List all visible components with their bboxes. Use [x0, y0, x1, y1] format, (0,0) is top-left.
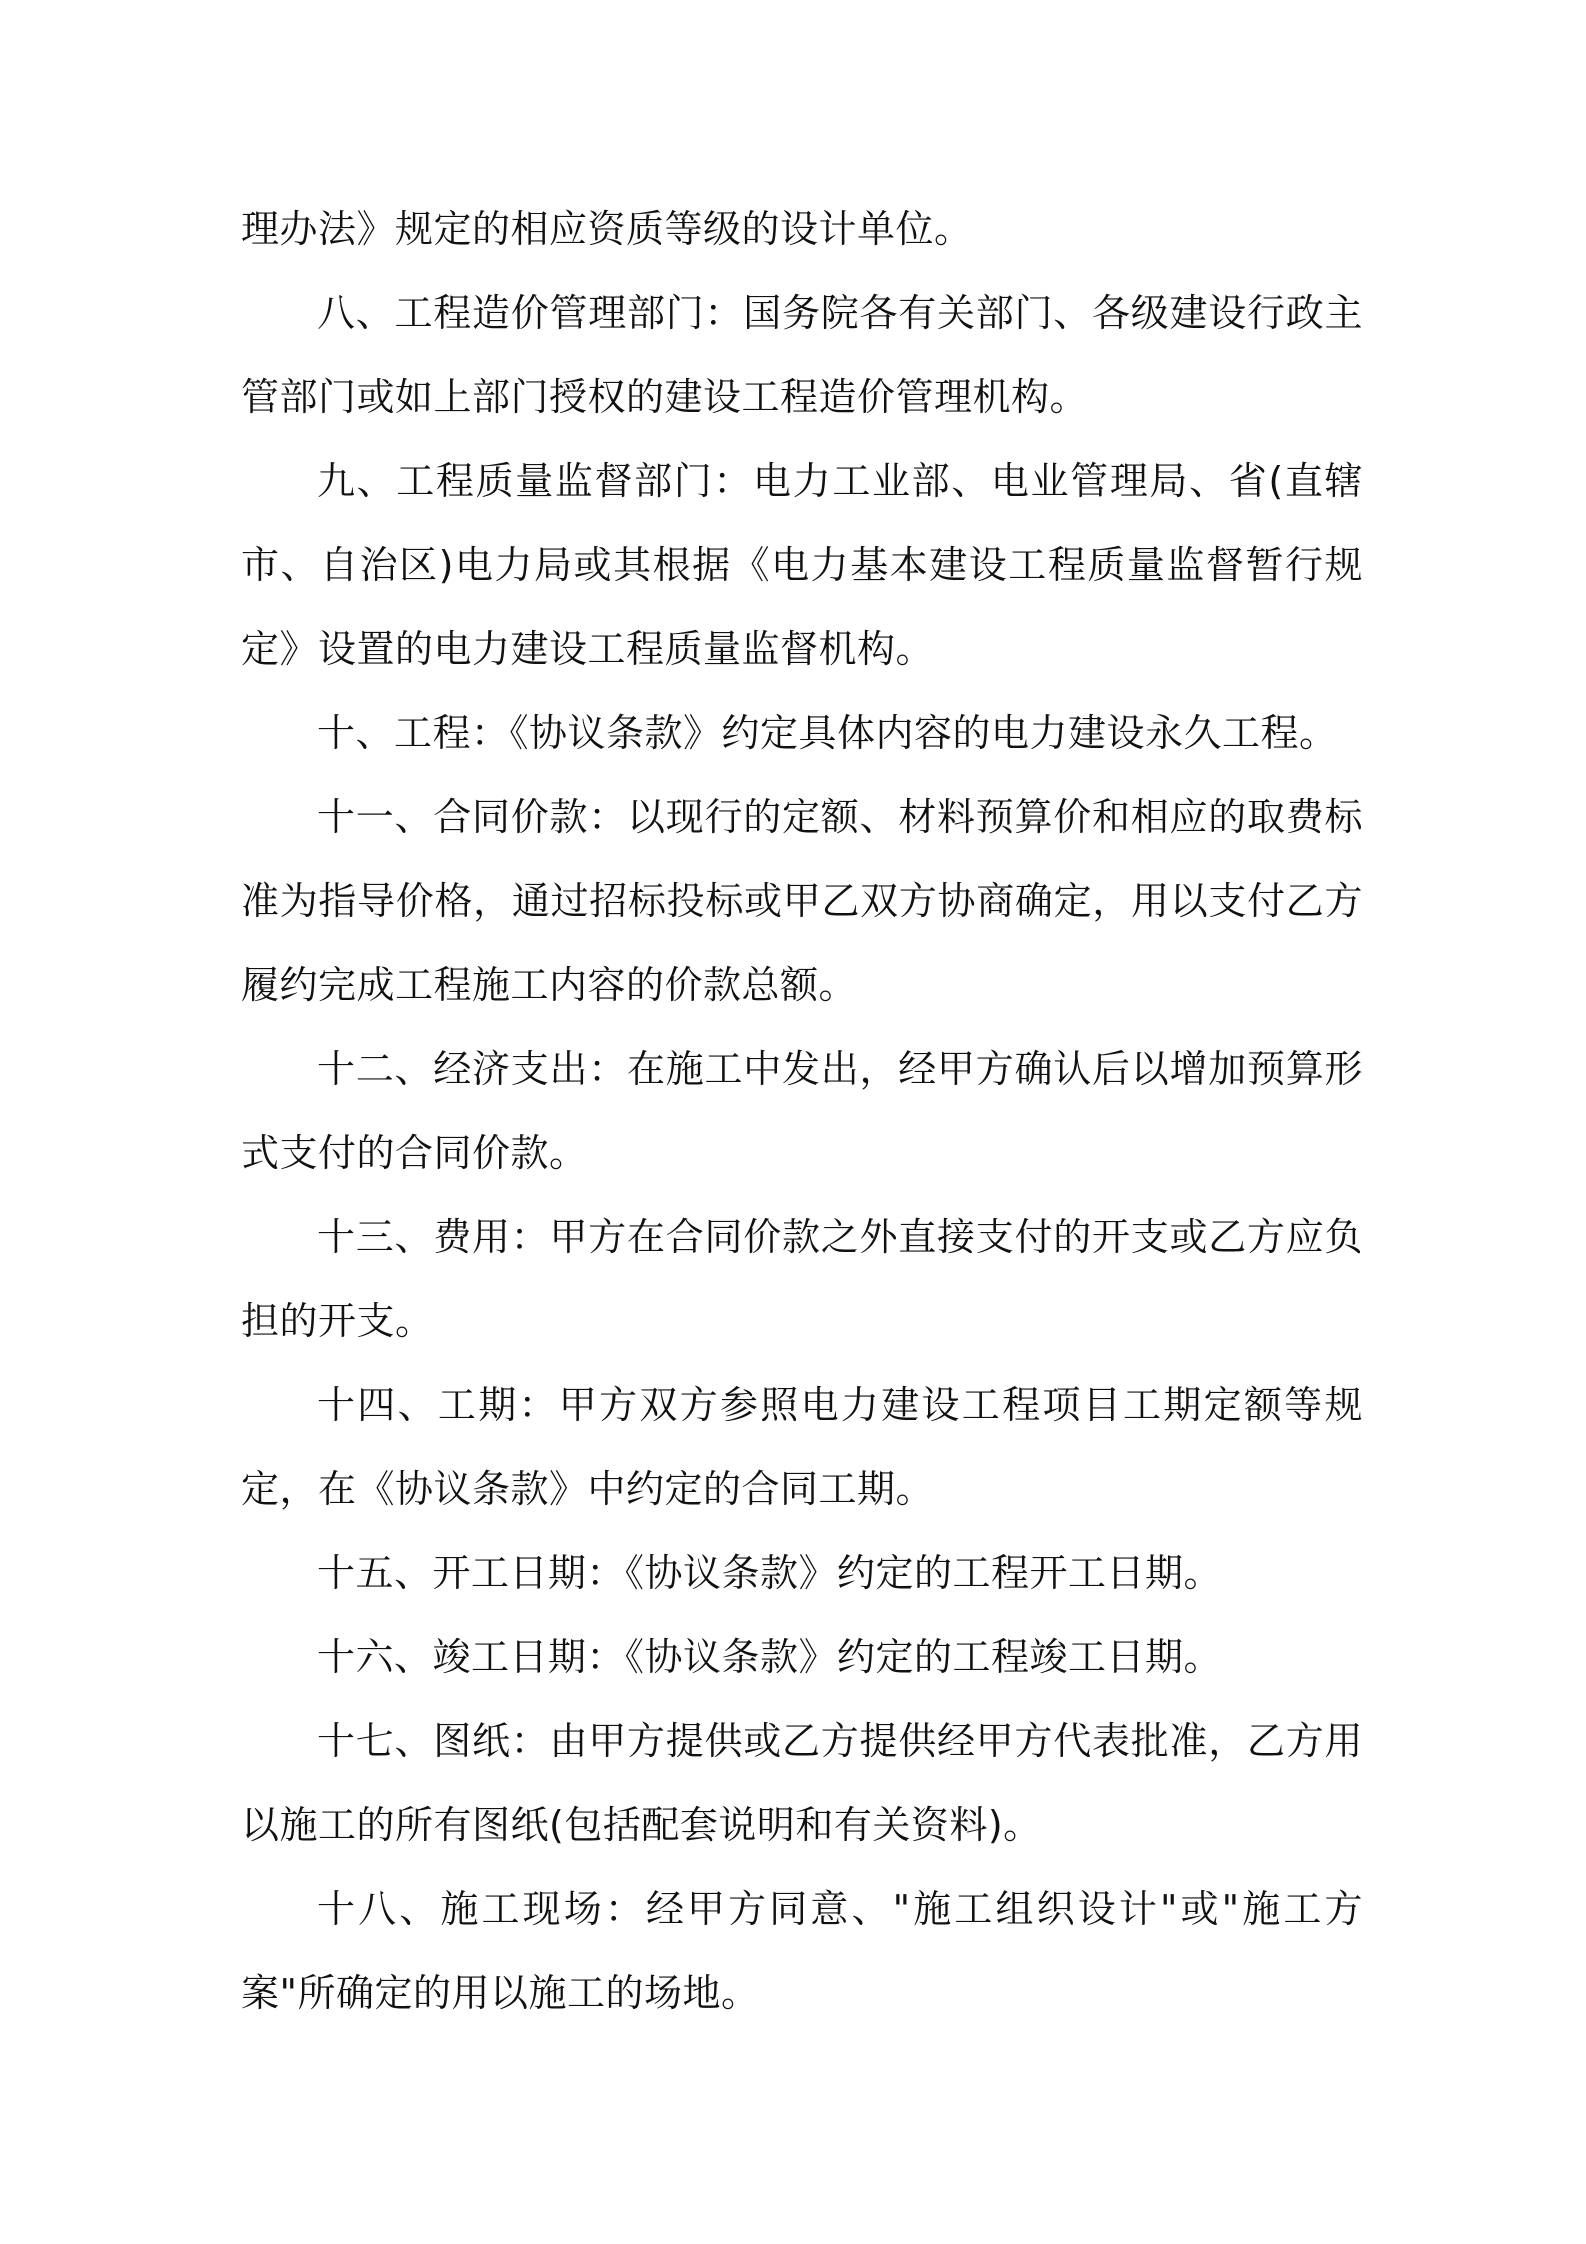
document-body — [241, 187, 1363, 2035]
paragraph-clause-17: 十七、图纸：由甲方提供或乙方提供经甲方代表批准，乙方用以施工的所有图纸(包括配套说明和有关资料)。 — [241, 1719, 1363, 1847]
paragraph-clause-12: 十二、经济支出：在施工中发出，经甲方确认后以增加预算形式支付的合同价款。 — [241, 1047, 1363, 1175]
paragraph-continuation: 理办法》规定的相应资质等级的设计单位。 — [241, 207, 973, 251]
paragraph-clause-14: 十四、工期：甲方双方参照电力建设工程项目工期定额等规定，在《协议条款》中约定的合同工期。 — [241, 1383, 1363, 1511]
paragraph-clause-10: 十、工程：《协议条款》约定具体内容的电力建设永久工程。 — [317, 711, 1338, 755]
paragraph-clause-13: 十三、费用：甲方在合同价款之外直接支付的开支或乙方应负担的开支。 — [241, 1215, 1363, 1343]
paragraph-clause-9: 九、工程质量监督部门：电力工业部、电业管理局、省(直辖市、自治区)电力局或其根据《电力基本建设工程质量监督暂行规定》设置的电力建设工程质量监督机构。 — [241, 459, 1363, 671]
paragraph-clause-8: 八、工程造价管理部门：国务院各有关部门、各级建设行政主管部门或如上部门授权的建设工程造价管理机构。 — [241, 291, 1363, 419]
paragraph-clause-16: 十六、竣工日期：《协议条款》约定的工程竣工日期。 — [317, 1635, 1223, 1679]
paragraph-clause-18: 十八、施工现场：经甲方同意、"施工组织设计"或"施工方案"所确定的用以施工的场地。 — [241, 1887, 1363, 2015]
paragraph-clause-15: 十五、开工日期：《协议条款》约定的工程开工日期。 — [317, 1551, 1223, 1595]
paragraph-clause-11: 十一、合同价款：以现行的定额、材料预算价和相应的取费标准为指导价格，通过招标投标或甲乙双方协商确定，用以支付乙方履约完成工程施工内容的价款总额。 — [241, 795, 1363, 1007]
